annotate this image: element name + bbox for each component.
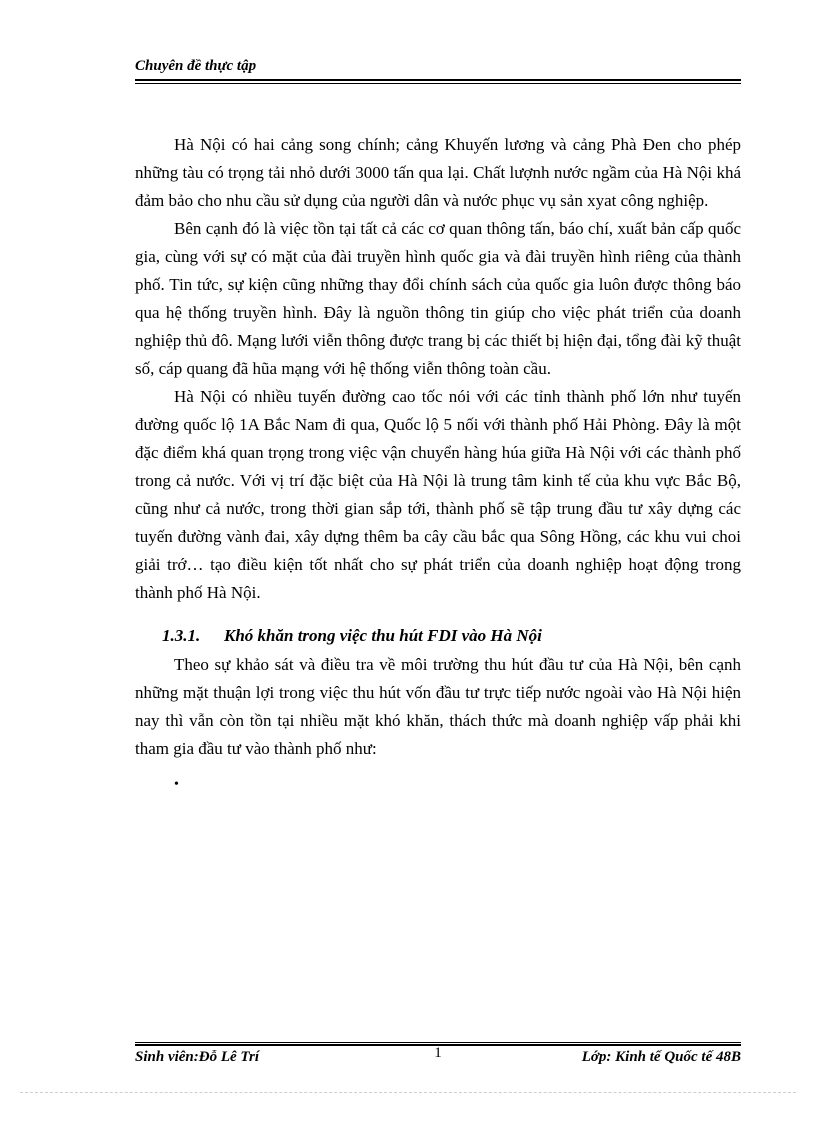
page-footer xyxy=(135,1046,741,1070)
section-number: 1.3.1. xyxy=(162,626,201,645)
page-header-title: Chuyên đề thực tập xyxy=(135,58,257,74)
section-title: Khó khăn trong việc thu hút FDI vào Hà Nội xyxy=(224,626,542,645)
footer-class-name: Lớp: Kinh tế Quốc tế 48B xyxy=(581,1049,741,1065)
header-divider xyxy=(135,79,741,84)
empty-bullet-item: • xyxy=(174,777,179,792)
paragraph-media: Bên cạnh đó là việc tồn tại tất cả các cơ quan thông tấn, báo chí, xuất bản cấp quốc gia, cùng với sự có mặt của đài truyền hình quốc gia và đài truyền hình riêng của thành phố. Tin tức, sự kiện cũng những thay đổi chính sách của quốc gia luôn được thông báo qua hệ thống truyền hình. Đây là nguồn thông tin giúp cho việc phát triển của doanh nghiệp thủ đô. Mạng lưới viễn thông được trang bị các thiết bị hiện đại, tổng đài kỹ thuật số, cáp quang đã hũa mạng với hệ thống viễn thông toàn cầu. xyxy=(135,219,741,378)
paragraph-difficulties: Theo sự khảo sát và điều tra về môi trường thu hút đầu tư của Hà Nội, bên cạnh những mặt thuận lợi trong việc thu hút vốn đầu tư trực tiếp nước ngoài vào Hà Nội hiện nay thì vẫn còn tồn tại nhiều mặt khó khăn, thách thức mà doanh nghiệp vấp phải khi tham gia đầu tư vào thành phố như: xyxy=(135,655,741,758)
footer-page-number: 1 xyxy=(434,1045,442,1061)
page-bottom-edge xyxy=(20,1092,796,1093)
paragraph-ports: Hà Nội có hai cảng song chính; cảng Khuyến lương và cảng Phà Đen cho phép những tàu có trọng tải nhỏ dưới 3000 tấn qua lại. Chất lượnh nước ngầm của Hà Nội khá đảm bảo cho nhu cầu sử dụng của người dân và nước phục vụ sản xyat công nghiệp. xyxy=(135,135,741,210)
section-heading xyxy=(135,621,741,651)
footer-student-name: Sinh viên:Đỗ Lê Trí xyxy=(135,1049,260,1065)
document-body xyxy=(135,131,741,799)
paragraph-roads: Hà Nội có nhiều tuyến đường cao tốc nói với các tỉnh thành phố lớn như tuyến đường quốc lộ 1A Bắc Nam đi qua, Quốc lộ 5 nối với thành phố Hải Phòng. Đây là một đặc điểm khá quan trọng trong việc vận chuyển hàng húa giữa Hà Nội với các thành phố trong cả nước. Với vị trí đặc biệt của Hà Nội là trung tâm kinh tế của khu vực Bắc Bộ, cũng như cả nước, trong thời gian sắp tới, thành phố sẽ tập trung đầu tư xây dựng các tuyến đường vành đai, xây dựng thêm ba cây cầu bắc qua Sông Hồng, các khu vui choi giải trớ… tạo điều kiện tốt nhất cho sự phát triển của doanh nghiệp hoạt động trong thành phố Hà Nội. xyxy=(135,387,741,602)
